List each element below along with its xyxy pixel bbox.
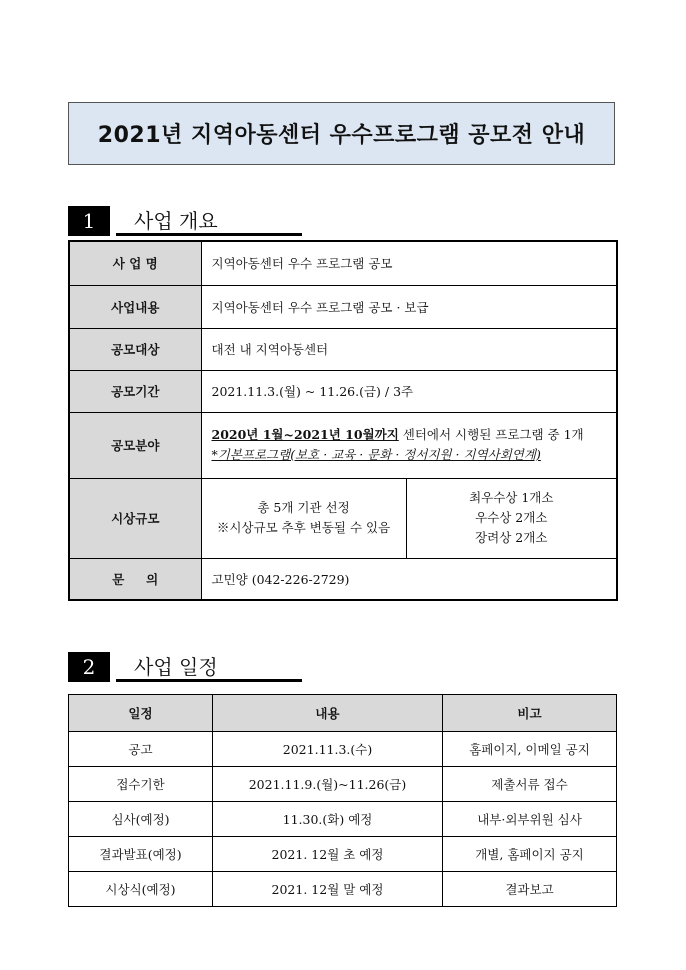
overview-row-field [69, 412, 617, 478]
field-line-1 [212, 425, 617, 445]
label-period: 공모기간 [69, 370, 201, 412]
schedule-row [69, 767, 617, 802]
overview-row-contact [69, 558, 617, 600]
value-contact: 고민양 (042-226-2729) [201, 558, 617, 600]
prize-left [201, 478, 406, 558]
prize-left-line-2: ※시상규모 추후 변동될 수 있음 [216, 520, 391, 535]
schedule-cell-note: 결과보고 [443, 872, 617, 907]
field-highlight: 2020년 1월~2021년 10월까지 [211, 427, 399, 442]
overview-row-period [69, 370, 617, 412]
value-content: 지역아동센터 우수 프로그램 공모 · 보급 [201, 285, 617, 328]
overview-table [68, 240, 618, 601]
value-field [201, 412, 617, 478]
overview-row-content [69, 285, 617, 328]
schedule-cell-content: 11.30.(화) 예정 [213, 802, 443, 837]
document-title: 2021년 지역아동센터 우수프로그램 공모전 안내 [97, 123, 586, 148]
prize-right-line-2: 우수상 2개소 [475, 510, 548, 525]
field-rest: 센터에서 시행된 프로그램 중 1개 [398, 427, 584, 442]
overview-row-name [69, 241, 617, 285]
value-period: 2021.11.3.(월) ~ 11.26.(금) / 3주 [201, 370, 617, 412]
schedule-header-content: 내용 [213, 695, 443, 732]
document-title-box [68, 102, 615, 165]
section-2-title: 사업 일정 [116, 652, 302, 682]
section-2-number: 2 [68, 652, 110, 682]
schedule-cell-date: 시상식(예정) [69, 872, 213, 907]
schedule-cell-date: 접수기한 [69, 767, 213, 802]
value-name: 지역아동센터 우수 프로그램 공모 [201, 241, 617, 285]
label-field: 공모분야 [69, 412, 201, 478]
prize-right-line-3: 장려상 2개소 [475, 530, 548, 545]
prize-left-line-1: 총 5개 기관 선정 [257, 500, 350, 515]
schedule-row [69, 837, 617, 872]
schedule-cell-content: 2021. 12월 초 예정 [213, 837, 443, 872]
schedule-header-note: 비고 [443, 695, 617, 732]
schedule-cell-content: 2021.11.3.(수) [213, 732, 443, 767]
schedule-header-date: 일정 [69, 695, 213, 732]
schedule-row [69, 732, 617, 767]
label-prize: 시상규모 [69, 478, 201, 558]
schedule-cell-date: 공고 [69, 732, 213, 767]
schedule-cell-note: 개별, 홈페이지 공지 [443, 837, 617, 872]
schedule-header-row [69, 695, 617, 732]
overview-row-prize [69, 478, 617, 558]
label-contact: 문 의 [69, 558, 201, 600]
field-note: *기본프로그램(보호 · 교육 · 문화 · 정서지원 · 지역사회연계) [211, 447, 541, 462]
schedule-cell-note: 홈페이지, 이메일 공지 [443, 732, 617, 767]
schedule-cell-content: 2021. 12월 말 예정 [213, 872, 443, 907]
prize-right-line-1: 최우수상 1개소 [469, 490, 554, 505]
schedule-cell-date: 심사(예정) [69, 802, 213, 837]
schedule-cell-note: 제출서류 접수 [443, 767, 617, 802]
section-1-title: 사업 개요 [116, 206, 302, 236]
section-2-header [68, 652, 302, 682]
schedule-cell-date: 결과발표(예정) [69, 837, 213, 872]
schedule-cell-note: 내부·외부위원 심사 [443, 802, 617, 837]
section-1-header [68, 206, 302, 236]
prize-right [406, 478, 617, 558]
schedule-cell-content: 2021.11.9.(월)~11.26(금) [213, 767, 443, 802]
schedule-table [68, 694, 617, 907]
label-content: 사업내용 [69, 285, 201, 328]
schedule-row [69, 872, 617, 907]
label-name: 사 업 명 [69, 241, 201, 285]
section-1-number: 1 [68, 206, 110, 236]
value-target: 대전 내 지역아동센터 [201, 328, 617, 370]
overview-row-target [69, 328, 617, 370]
schedule-row [69, 802, 617, 837]
label-target: 공모대상 [69, 328, 201, 370]
